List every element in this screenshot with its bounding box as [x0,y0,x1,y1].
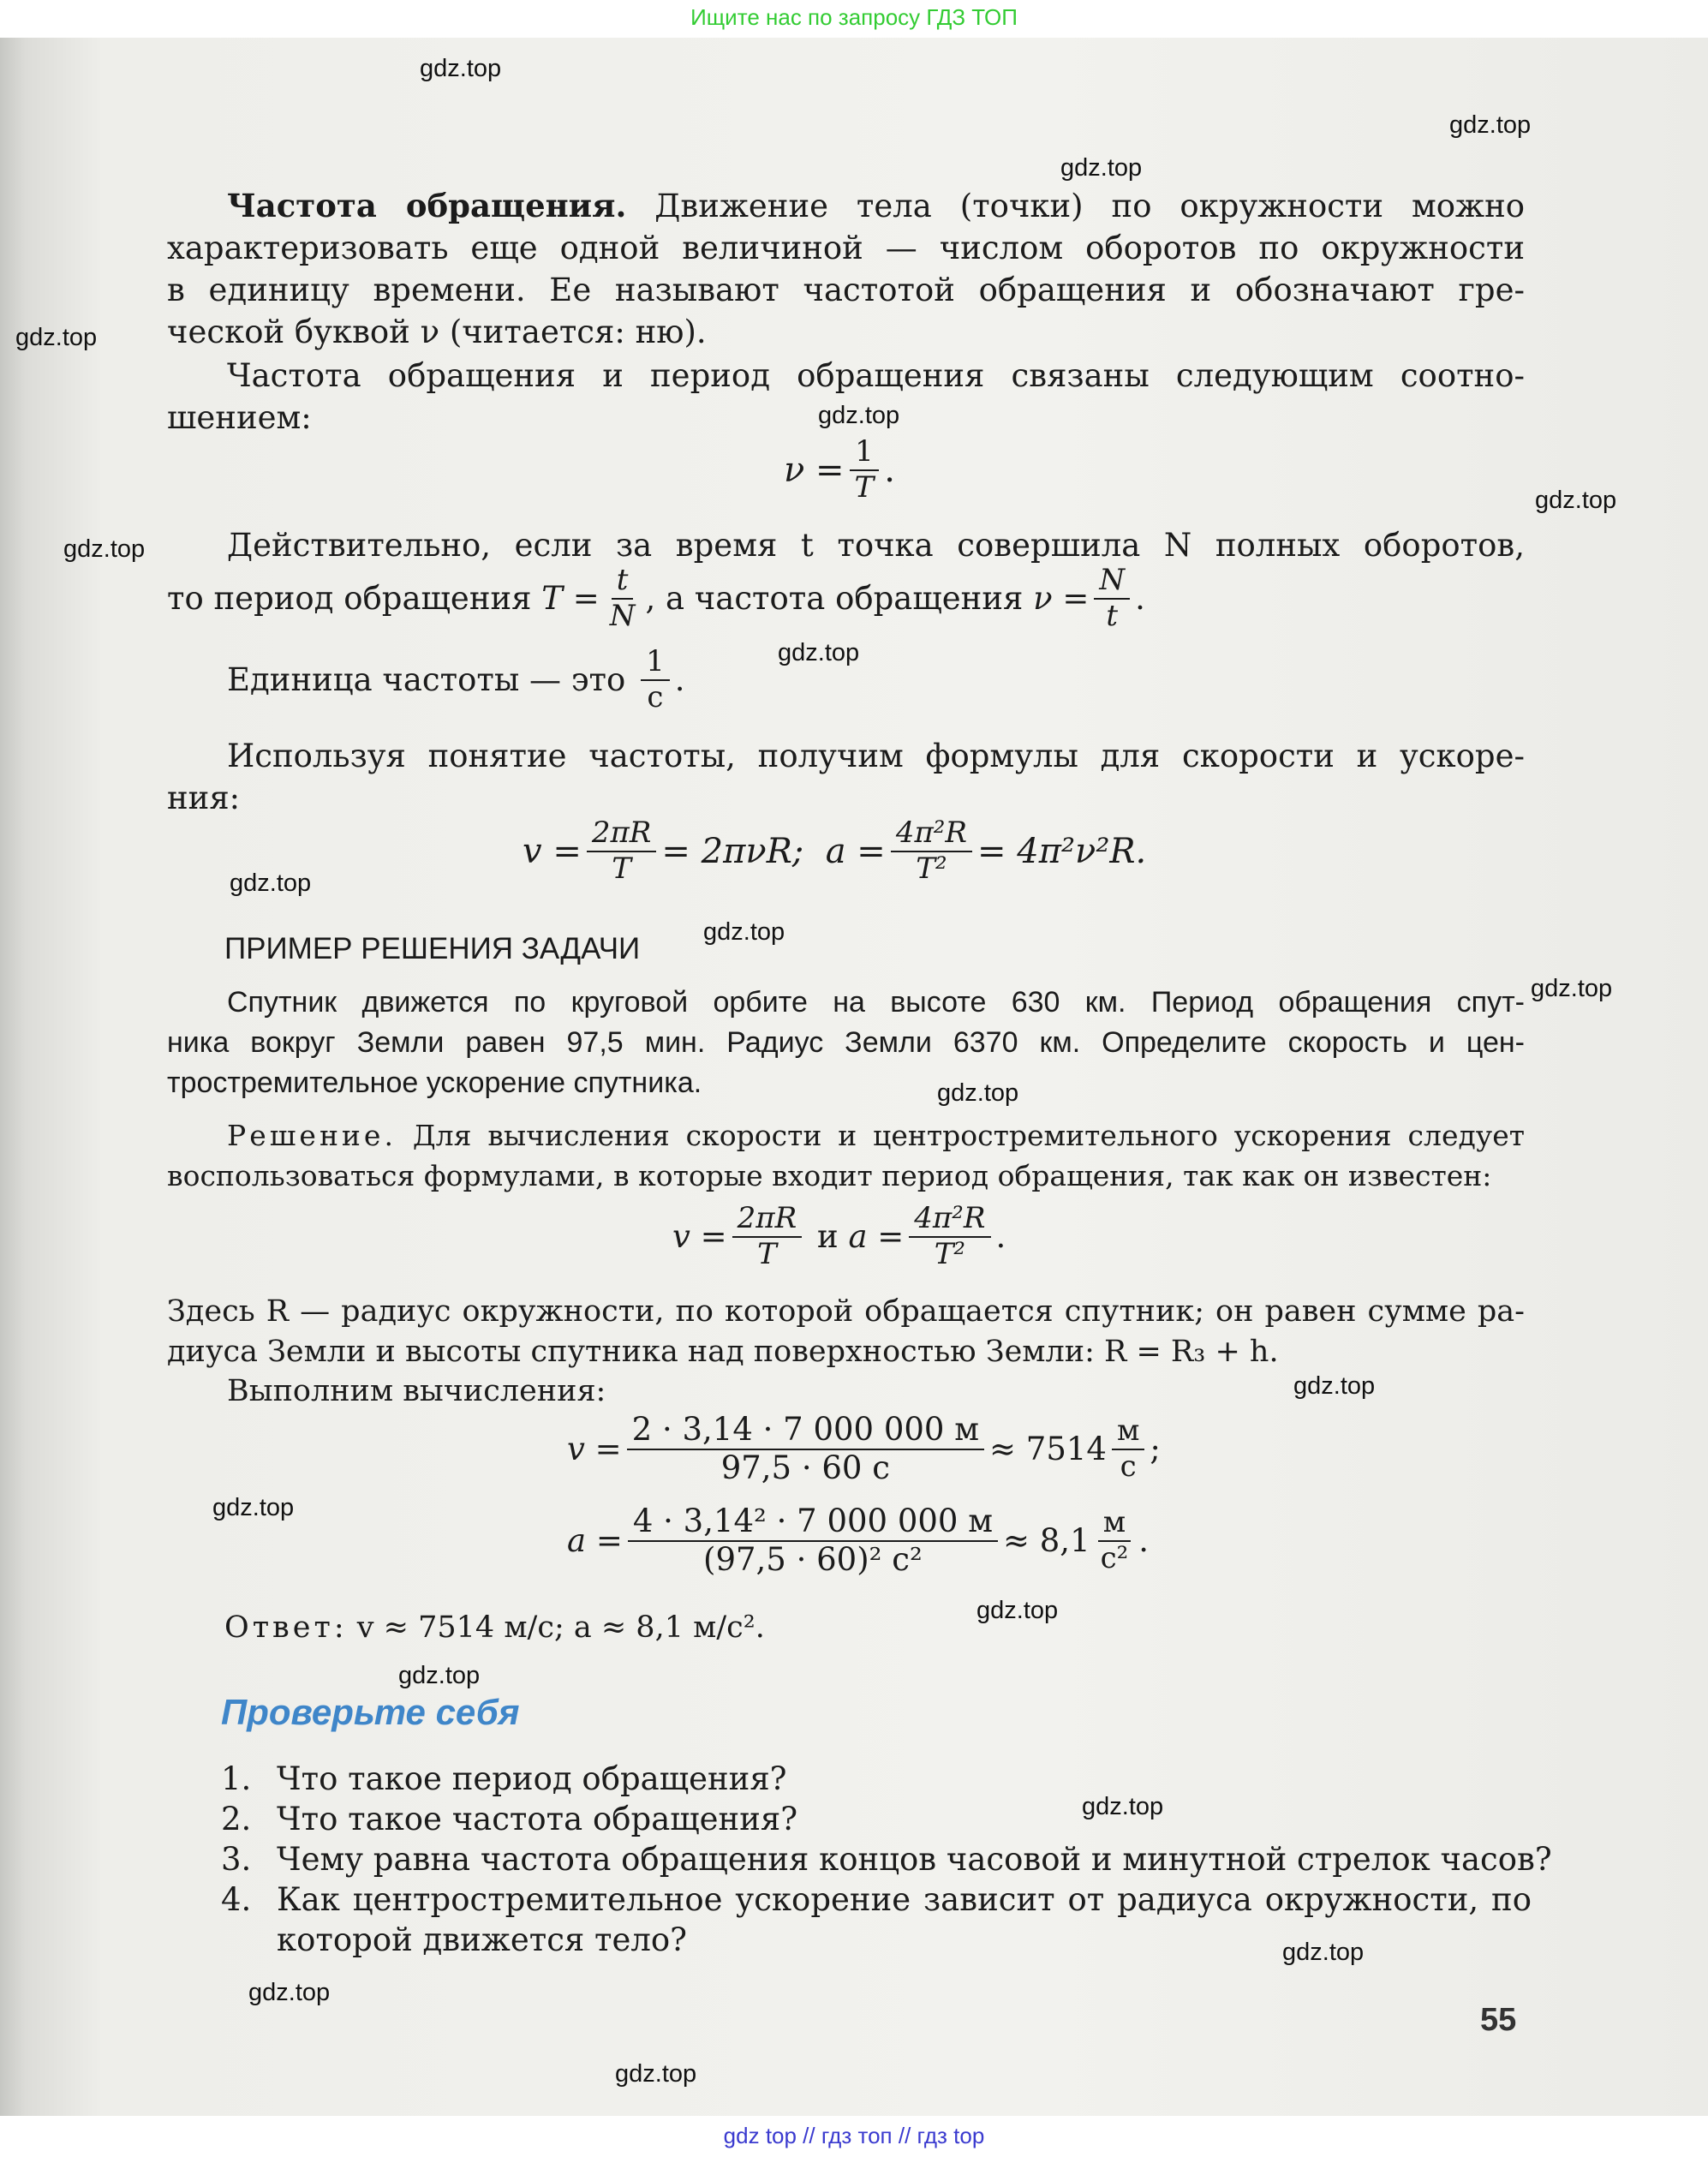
answer-label: Ответ: [224,1610,348,1645]
formula-lhs: ν = [1033,580,1090,618]
fraction-unit: $\frac{м}{\text{с²}}$ [1096,1508,1134,1574]
formula-part: = 2πνR; [661,831,804,871]
line-period-frequency [167,565,1145,631]
watermark: gdz.top [248,1979,331,2006]
formula-result: ≈ 7514 [989,1431,1107,1468]
paragraph-radius [167,1292,1525,1372]
watermark: gdz.top [778,639,860,666]
text-line: ника вокруг Земли равен 97,5 мин. Радиус Земли 6370 км. Определите скорость и цен- [167,1026,1525,1059]
text-fragment: то период обращения [167,580,532,618]
paragraph-relation [167,355,1525,439]
text-line: Движение тела (точки) по окружности можно [654,188,1526,224]
formula-speed-acceleration [523,818,1146,884]
fraction: $\frac{N}{t}$ [1094,565,1130,631]
check-yourself-heading: Проверьте себя [221,1692,520,1732]
paragraph-using-frequency [167,735,1525,819]
formula-lhs: a = [825,831,886,871]
formula-speed-calculation [567,1413,1161,1485]
text-line: в единицу времени. Ее называют частотой обращения и обозначают гре- [167,272,1525,308]
text-line: Частота обращения и период обращения связаны следующим соотно- [227,357,1525,394]
fraction: $\frac{t}{N}$ [609,563,636,633]
formula-end: . [884,450,895,490]
formula-end: . [674,661,685,699]
list-item: 4. Как центростремительное ускорение зависит от радиуса окружности, по которой движется тело? [221,1881,1532,1958]
formula-lhs: v = [523,831,582,871]
text-fragment: , а частота обращения [645,580,1024,618]
formula-acceleration-calculation [567,1505,1149,1577]
fraction: $\frac{1}{с}$ [641,647,670,713]
text-line: диуса Земли и высоты спутника над поверхностью Земли: R = R₃ + h. [167,1335,1279,1369]
watermark: gdz.top [63,535,146,563]
formula-lhs: v = [672,1218,727,1256]
list-item: 3. Чему равна частота обращения концов часовой и минутной стрелок часов? [221,1841,1552,1878]
text-fragment: Единица частоты — это [227,661,626,699]
formula-end: . [1135,580,1145,618]
list-item: 1. Что такое период обращения? [221,1760,787,1797]
watermark: gdz.top [703,918,785,946]
watermark: gdz.top [1293,1372,1376,1400]
formula-end: ; [1150,1431,1161,1468]
fraction: $\frac{2\pi R}{T}$ [732,1204,803,1270]
solution-label: Решение. [227,1119,397,1152]
text-line: ния: [167,780,241,816]
example-heading: ПРИМЕР РЕШЕНИЯ ЗАДАЧИ [224,932,641,965]
top-banner[interactable]: Ищите нас по запросу ГДЗ ТОП [0,0,1708,38]
answer-line [224,1610,765,1645]
formula-lhs: T = [541,580,600,618]
formula-end: . [1138,1522,1150,1560]
watermark: gdz.top [818,402,900,429]
text-line: тростремительное ускорение спутника. [167,1067,702,1099]
list-item: 2. Что такое частота обращения? [221,1801,798,1837]
watermark: gdz.top [1060,154,1143,182]
paragraph-calculations [167,1371,1525,1413]
page-number: 55 [1480,2002,1517,2038]
text-line: ческой буквой ν (читается: ню). [167,314,707,350]
watermark: gdz.top [1282,1939,1365,1966]
questions-list [221,1759,1552,1960]
formula-lhs: ν = [784,450,845,490]
watermark: gdz.top [15,324,98,351]
watermark: gdz.top [1531,975,1613,1002]
formula-frequency-period [784,434,895,505]
answer-value: v ≈ 7514 м/с; a ≈ 8,1 м/с². [356,1610,765,1645]
watermark: gdz.top [420,55,502,82]
formula-solution-general [672,1201,1006,1271]
fraction-unit: $\frac{м}{с}$ [1112,1416,1144,1482]
formula-end: . [995,1218,1006,1256]
watermark: gdz.top [1449,111,1532,139]
paragraph-frequency-definition [167,185,1525,353]
watermark: gdz.top [230,869,312,897]
watermark: gdz.top [937,1079,1019,1107]
text-line: Выполним вычисления: [227,1374,606,1408]
text-line: Для вычисления скорости и центростремительного ускорения следует [412,1119,1525,1152]
formula-conj: и [817,1218,839,1256]
solution-text [167,1115,1525,1196]
text-line: характеризовать еще одной величиной — числом оборотов по окружности [167,230,1525,266]
text-line: Используя понятие частоты, получим формулы для скорости и ускоре- [227,738,1525,774]
formula-lhs: v = [567,1431,622,1468]
fraction: $\frac{\text{4 · 3,14² · 7 000 000 м}}{\text{(97,5 · 60)² с²}}$ [628,1505,998,1577]
text-line: Здесь R — радиус окружности, по которой обращается спутник; он равен сумме ра- [167,1294,1525,1329]
formula-result: ≈ 8,1 [1003,1522,1090,1560]
line-frequency-unit [227,644,685,714]
text-line: шением: [167,399,312,436]
fraction: $\frac{1}{T}$ [850,437,880,503]
text-line: воспользоваться формулами, в которые входит период обращения, так как он известен: [167,1159,1492,1192]
watermark: gdz.top [1535,487,1617,514]
watermark: gdz.top [1082,1793,1164,1820]
fraction: $\frac{2 \cdot 3,14 \cdot 7 000 000 м}{97,5 \cdot 60 с}$ [627,1413,984,1485]
watermark: gdz.top [615,2060,697,2088]
bottom-banner[interactable]: gdz top // гдз топ // гдз top [0,2116,1708,2157]
paragraph-derivation [167,524,1525,566]
text-line: Спутник движется по круговой орбите на высоте 630 км. Период обращения спут- [227,986,1525,1019]
fraction: $\frac{\text{4π²R}}{\text{T²}}$ [909,1204,990,1270]
term-heading: Частота обращения. [227,187,627,224]
text-line: Действительно, если за время t точка совершила N полных оборотов, [227,527,1525,564]
fraction: $\frac{\text{4π²R}}{\text{T²}}$ [891,818,972,884]
watermark: gdz.top [976,1597,1059,1624]
problem-statement [167,983,1525,1103]
watermark: gdz.top [212,1494,295,1521]
fraction: $\frac{2\pi R}{T}$ [587,818,657,884]
formula-part: = 4π²ν²R. [977,831,1147,871]
watermark: gdz.top [398,1662,481,1689]
formula-lhs: a = [567,1522,623,1560]
formula-lhs: a = [848,1218,905,1256]
